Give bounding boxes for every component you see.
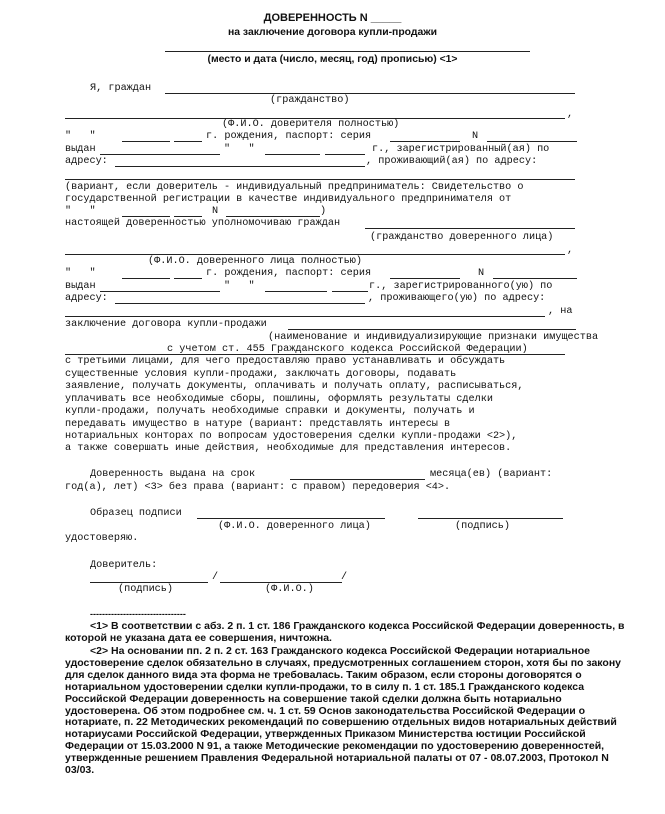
body-line-6: передавать имущество в натуре (вариант: представлять интересы в (65, 419, 451, 430)
body-line-1: с третьими лицами, для чего предоставляю право устанавливать и обсуждать (65, 356, 506, 367)
term-variant: год(а), лет) <3> без права (вариант: с правом) передоверия <4>. (65, 482, 451, 493)
attorney-issued-by-line[interactable] (100, 291, 220, 292)
attorney-issued-label: выдан (65, 281, 96, 292)
body-line-4: уплачивать все необходимые сборы, пошлины, оформлять результаты сделки (65, 394, 493, 405)
variant-year-line[interactable] (174, 216, 202, 217)
attorney-residence-line[interactable] (65, 316, 545, 317)
comma-2: , (567, 245, 574, 256)
body-line-8: а также совершать иные действия, необходимые для представления интересов. (65, 443, 512, 454)
variant-n: N (212, 206, 219, 217)
caption-citizenship: (гражданство) (270, 95, 350, 106)
place-date-line[interactable] (165, 51, 530, 52)
principal-fio-sign-line[interactable] (220, 582, 342, 583)
variant-line-1: (вариант, если доверитель - индивидуальный предприниматель: Свидетельство о (65, 182, 524, 193)
property-line[interactable] (288, 329, 576, 330)
principal-sign-line[interactable] (90, 582, 208, 583)
slash-2: / (341, 572, 348, 583)
passport-number-line[interactable] (487, 141, 577, 142)
attorney-citizenship-line[interactable] (365, 228, 575, 229)
slash-1: / (212, 572, 219, 583)
property-caption-1: (наименование и индивидуализирующие признаки имущества (268, 332, 599, 343)
variant-date-line[interactable] (122, 216, 170, 217)
comma: , (567, 109, 574, 120)
body-line-3: заявление, получать документы, оплачивать и получать оплату, расписываться, (65, 381, 524, 392)
property-caption-2: с учетом ст. 455 Гражданского кодекса Российской Федерации) (167, 344, 528, 355)
principal-citizenship-line[interactable] (165, 93, 575, 94)
variant-close: ) (320, 206, 327, 217)
property-line-2[interactable] (65, 354, 565, 355)
attorney-passport-n: N (478, 268, 485, 279)
attorney-birth-year-line[interactable] (174, 278, 202, 279)
sample-signature-label: Образец подписи (90, 508, 182, 519)
term-unit: месяца(ев) (вариант: (430, 469, 553, 480)
caption-attorney-fio: (Ф.И.О. доверенного лица полностью) (148, 256, 362, 267)
caption-principal-fio: (Ф.И.О. доверителя полностью) (222, 119, 400, 130)
principal-sign-label: Доверитель: (90, 560, 158, 571)
issued-date-line[interactable] (265, 154, 320, 155)
sample-sign-line[interactable] (418, 518, 563, 519)
birth-year-line[interactable] (174, 141, 202, 142)
birth-label: г. рождения, паспорт: серия (206, 131, 372, 142)
footnote-separator: -------------------------------- (90, 609, 186, 619)
certify-label: удостоверяю. (65, 533, 139, 544)
body-line-5: купли-продажи, получать необходимые справки и документы, получать и (65, 406, 475, 417)
attorney-issued-date-line[interactable] (265, 291, 327, 292)
variant-line-2: государственной регистрации в качестве индивидуального предпринимателя от (65, 194, 512, 205)
caption-principal-fio2: (Ф.И.О.) (265, 584, 314, 595)
registered-address-line[interactable] (115, 166, 365, 167)
footnote-2: <2> На основании пп. 2 п. 2 ст. 163 Гражданского кодекса Российской Федерации нотариальное удостоверение сделок обязательно в случаях, предусмотренных соглашением сторон, хотя бы по закону для сделок данного вида эта форма не требовалась. Таким образом, если стороны договорятся о нотариальном удостоверении сделки купли-продажи, то в силу п. 1 ст. 185.1 Гражданского кодекса Российской Федерации доверенность на совершение такой сделки должна быть нотариально удостоверена. Об этом подробнее см. ч. 1 ст. 59 Основ законодательства Российской Федерации о нотариате, п. 22 Методических рекомендаций по совершению отдельных видов нотариальных действий нотариусами Российской Федерации, утвержденных Приказом Министерства юстиции Российской Федерации от 15.03.2000 N 91, а также Методические рекомендации по удостоверению доверенностей, утвержденные решением Правления Федеральной нотариальной палаты от 07 - 08.07.2003, Протокол N 03/03. (65, 645, 622, 777)
attorney-series-line[interactable] (390, 278, 460, 279)
caption-sample-sign: (подпись) (455, 521, 511, 532)
passport-series-line[interactable] (390, 141, 460, 142)
attorney-number-line[interactable] (493, 278, 577, 279)
passport-n: N (472, 131, 479, 142)
attorney-label: настоящей доверенностью уполномочиваю граждан (65, 218, 341, 229)
body-line-2: существенные условия купли-продажи, заключать договоры, подавать (65, 369, 457, 380)
body-line-7: нотариальных конторах по вопросам удостоверения сделки купли-продажи <2>), (65, 431, 518, 442)
attorney-residence-label: , проживающего(ую) по адресу: (368, 293, 546, 304)
caption-sample-fio: (Ф.И.О. доверенного лица) (218, 521, 371, 532)
attorney-address-label: адресу: (65, 293, 108, 304)
birth-day-line[interactable] (122, 141, 170, 142)
conclusion-label: заключение договора купли-продажи (65, 319, 267, 330)
attorney-na: , на (548, 306, 573, 317)
variant-number-line[interactable] (226, 216, 320, 217)
place-date-caption: (место и дата (число, месяц, год) прописью) <1> (207, 54, 458, 65)
issued-label: выдан (65, 144, 96, 155)
term-line[interactable] (290, 479, 425, 480)
attorney-fio-line[interactable] (65, 254, 565, 255)
attorney-birth-quote: " " (65, 268, 96, 279)
attorney-registered-label: г., зарегистрированного(ую) по (369, 281, 553, 292)
attorney-registered-address-line[interactable] (115, 303, 365, 304)
address-label: адресу: (65, 156, 108, 167)
variant-quote: " " (65, 206, 96, 217)
footnote-1: <1> В соответствии с абз. 2 п. 1 ст. 186 Гражданского кодекса Российской Федерации доверенность, в которой не указана дата ее совершения, ничтожна. (65, 620, 625, 644)
document-subtitle: на заключение договора купли-продажи (227, 27, 438, 38)
attorney-birth-label: г. рождения, паспорт: серия (206, 268, 372, 279)
issued-quote: " " (224, 144, 255, 155)
term-label: Доверенность выдана на срок (90, 469, 256, 480)
issued-year-line[interactable] (325, 154, 365, 155)
sample-fio-line[interactable] (197, 518, 385, 519)
attorney-issued-quote: " " (224, 281, 255, 292)
residence-label: , проживающий(ая) по адресу: (366, 156, 538, 167)
attorney-issued-year-line[interactable] (332, 291, 368, 292)
principal-label: Я, граждан (90, 83, 152, 94)
issued-by-line[interactable] (100, 154, 220, 155)
attorney-birth-day-line[interactable] (122, 278, 170, 279)
birth-quote: " " (65, 131, 96, 142)
registered-label: г., зарегистрированный(ая) по (372, 144, 550, 155)
residence-address-line[interactable] (65, 179, 575, 180)
caption-principal-sign: (подпись) (118, 584, 174, 595)
caption-attorney-citizenship: (гражданство доверенного лица) (370, 232, 554, 243)
document-title: ДОВЕРЕННОСТЬ N _____ (263, 12, 402, 24)
